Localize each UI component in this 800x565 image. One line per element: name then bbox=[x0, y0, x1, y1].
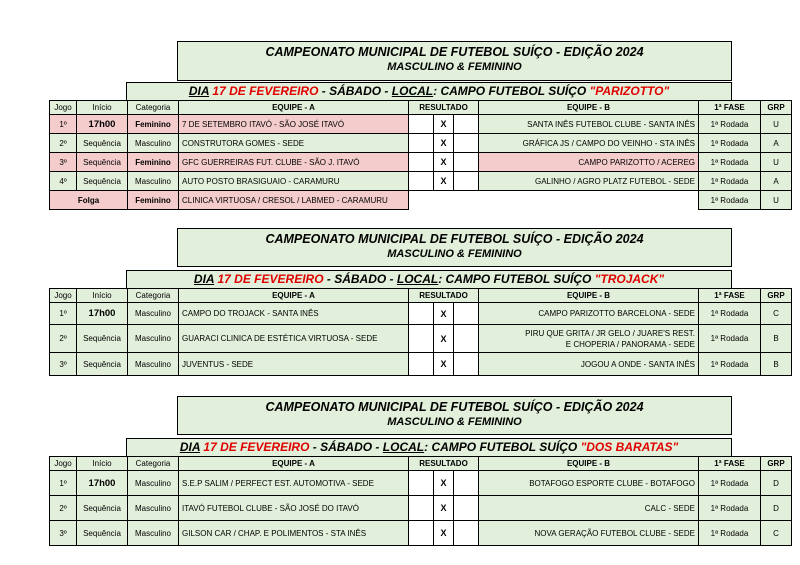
team-a-cell: AUTO POSTO BRASIGUAIO - CARAMURU bbox=[179, 172, 409, 191]
inicio-cell: Sequência bbox=[77, 325, 128, 353]
grp-cell: B bbox=[761, 325, 792, 353]
team-a-cell: CLINICA VIRTUOSA / CRESOL / LABMED - CARAMURU bbox=[179, 191, 409, 210]
local-label: LOCAL bbox=[396, 272, 439, 286]
block1-title bbox=[177, 41, 732, 81]
date-label: 17 DE FEVEREIRO bbox=[212, 84, 319, 98]
col-equipe-a: EQUIPE - A bbox=[179, 289, 409, 303]
block2-table bbox=[49, 288, 792, 376]
inicio-cell: 17h00 bbox=[77, 303, 128, 325]
grp-cell: B bbox=[761, 353, 792, 376]
grp-cell: U bbox=[761, 153, 792, 172]
score-a-cell[interactable] bbox=[409, 153, 434, 172]
team-a-cell: GILSON CAR / CHAP. E POLIMENTOS - STA INÊS bbox=[179, 521, 409, 546]
jogo-cell: 2º bbox=[50, 325, 77, 353]
table-row bbox=[50, 134, 792, 153]
versus-cell: X bbox=[434, 353, 454, 376]
team-b-line1: PIRU QUE GRITA / JR GELO / JUARE'S REST. bbox=[525, 328, 695, 338]
col-categoria: Categoria bbox=[128, 457, 179, 471]
col-resultado: RESULTADO bbox=[409, 289, 479, 303]
header-row bbox=[50, 289, 792, 303]
fase-cell: 1ª Rodada bbox=[699, 172, 761, 191]
venue-label: "TROJACK" bbox=[594, 272, 665, 286]
block2-day-bar bbox=[126, 270, 732, 288]
team-a-cell: 7 DE SETEMBRO ITAVÓ - SÃO JOSÉ ITAVÓ bbox=[179, 115, 409, 134]
score-a-cell[interactable] bbox=[409, 325, 434, 353]
block1-day-bar bbox=[126, 82, 732, 100]
col-inicio: Início bbox=[77, 289, 128, 303]
block3-day-bar bbox=[126, 438, 732, 456]
versus-cell: X bbox=[434, 325, 454, 353]
col-equipe-a: EQUIPE - A bbox=[179, 457, 409, 471]
block1-title-line2: MASCULINO & FEMININO bbox=[387, 61, 522, 73]
fase-cell: 1ª Rodada bbox=[699, 471, 761, 496]
team-b-cell: CAMPO PARIZOTTO / ACEREG bbox=[479, 153, 699, 172]
versus-cell: X bbox=[434, 115, 454, 134]
venue-label: "PARIZOTTO" bbox=[589, 84, 670, 98]
categoria-cell: Masculino bbox=[128, 172, 179, 191]
fase-cell: 1ª Rodada bbox=[699, 496, 761, 521]
score-b-cell[interactable] bbox=[454, 172, 479, 191]
col-equipe-b: EQUIPE - B bbox=[479, 289, 699, 303]
jogo-cell: 1º bbox=[50, 115, 77, 134]
team-b-line2: E CHOPERIA / PANORAMA - SEDE bbox=[565, 339, 695, 349]
col-fase: 1ª FASE bbox=[699, 101, 761, 115]
versus-cell: X bbox=[434, 471, 454, 496]
team-a-cell: CONSTRUTORA GOMES - SEDE bbox=[179, 134, 409, 153]
team-b-cell: NOVA GERAÇÃO FUTEBOL CLUBE - SEDE bbox=[479, 521, 699, 546]
block3-title-line1: CAMPEONATO MUNICIPAL DE FUTEBOL SUÍÇO - EDIÇÃO 2024 bbox=[265, 400, 644, 414]
team-b-cell: BOTAFOGO ESPORTE CLUBE - BOTAFOGO bbox=[479, 471, 699, 496]
block3-title bbox=[177, 396, 732, 435]
table-row bbox=[50, 471, 792, 496]
table-row bbox=[50, 172, 792, 191]
grp-cell: U bbox=[761, 115, 792, 134]
block2-title-line2: MASCULINO & FEMININO bbox=[387, 248, 522, 260]
categoria-cell: Feminino bbox=[128, 191, 179, 210]
fase-cell: 1ª Rodada bbox=[699, 134, 761, 153]
score-b-cell[interactable] bbox=[454, 153, 479, 172]
team-a-cell: GFC GUERREIRAS FUT. CLUBE - SÃO J. ITAVÓ bbox=[179, 153, 409, 172]
dia-label: DIA bbox=[188, 84, 210, 98]
categoria-cell: Feminino bbox=[128, 115, 179, 134]
table-row bbox=[50, 521, 792, 546]
col-resultado: RESULTADO bbox=[409, 101, 479, 115]
table-row bbox=[50, 496, 792, 521]
score-b-cell[interactable] bbox=[454, 303, 479, 325]
score-b-cell[interactable] bbox=[454, 496, 479, 521]
inicio-cell: Sequência bbox=[77, 521, 128, 546]
team-b-cell: GALINHO / AGRO PLATZ FUTEBOL - SEDE bbox=[479, 172, 699, 191]
block3-table bbox=[49, 456, 792, 546]
categoria-cell: Masculino bbox=[128, 471, 179, 496]
categoria-cell: Masculino bbox=[128, 303, 179, 325]
team-b-cell: JOGOU A ONDE - SANTA INÊS bbox=[479, 353, 699, 376]
team-a-cell: S.E.P SALIM / PERFECT EST. AUTOMOTIVA - SEDE bbox=[179, 471, 409, 496]
score-b-cell[interactable] bbox=[454, 325, 479, 353]
folga-row bbox=[50, 191, 792, 210]
categoria-cell: Masculino bbox=[128, 353, 179, 376]
team-b-cell: CAMPO PARIZOTTO BARCELONA - SEDE bbox=[479, 303, 699, 325]
col-jogo: Jogo bbox=[50, 457, 77, 471]
score-b-cell[interactable] bbox=[454, 134, 479, 153]
col-fase: 1ª FASE bbox=[699, 457, 761, 471]
table-row bbox=[50, 353, 792, 376]
local-label: LOCAL bbox=[382, 440, 425, 454]
versus-cell: X bbox=[434, 172, 454, 191]
team-a-cell: GUARACI CLINICA DE ESTÉTICA VIRTUOSA - SEDE bbox=[179, 325, 409, 353]
col-fase: 1ª FASE bbox=[699, 289, 761, 303]
col-equipe-b: EQUIPE - B bbox=[479, 101, 699, 115]
dia-label: DIA bbox=[179, 440, 201, 454]
table-row bbox=[50, 115, 792, 134]
col-grp: GRP bbox=[761, 289, 792, 303]
header-row bbox=[50, 101, 792, 115]
col-categoria: Categoria bbox=[128, 101, 179, 115]
block1-title-line1: CAMPEONATO MUNICIPAL DE FUTEBOL SUÍÇO - EDIÇÃO 2024 bbox=[265, 45, 644, 59]
team-b-cell: GRÁFICA JS / CAMPO DO VEINHO - STA INÊS bbox=[479, 134, 699, 153]
score-a-cell[interactable] bbox=[409, 303, 434, 325]
team-b-cell: CALC - SEDE bbox=[479, 496, 699, 521]
score-b-cell[interactable] bbox=[454, 353, 479, 376]
fase-cell: 1ª Rodada bbox=[699, 325, 761, 353]
versus-cell: X bbox=[434, 134, 454, 153]
inicio-cell: Sequência bbox=[77, 134, 128, 153]
block2-title bbox=[177, 228, 732, 267]
categoria-cell: Feminino bbox=[128, 153, 179, 172]
campo-label: : CAMPO FUTEBOL SUÍÇO bbox=[438, 272, 592, 286]
versus-cell: X bbox=[434, 496, 454, 521]
team-a-cell: JUVENTUS - SEDE bbox=[179, 353, 409, 376]
grp-cell: A bbox=[761, 134, 792, 153]
dia-label: DIA bbox=[193, 272, 215, 286]
col-inicio: Início bbox=[77, 457, 128, 471]
fase-cell: 1ª Rodada bbox=[699, 521, 761, 546]
team-a-cell: CAMPO DO TROJACK - SANTA INÊS bbox=[179, 303, 409, 325]
table-row bbox=[50, 325, 792, 353]
block2-title-line1: CAMPEONATO MUNICIPAL DE FUTEBOL SUÍÇO - EDIÇÃO 2024 bbox=[265, 232, 644, 246]
col-resultado: RESULTADO bbox=[409, 457, 479, 471]
team-b-cell: SANTA INÊS FUTEBOL CLUBE - SANTA INÊS bbox=[479, 115, 699, 134]
score-a-cell[interactable] bbox=[409, 134, 434, 153]
categoria-cell: Masculino bbox=[128, 325, 179, 353]
table-row bbox=[50, 303, 792, 325]
fase-cell: 1ª Rodada bbox=[699, 353, 761, 376]
fase-cell: 1ª Rodada bbox=[699, 115, 761, 134]
score-a-cell[interactable] bbox=[409, 521, 434, 546]
versus-cell: X bbox=[434, 521, 454, 546]
score-a-cell[interactable] bbox=[409, 353, 434, 376]
block3-title-line2: MASCULINO & FEMININO bbox=[387, 416, 522, 428]
col-grp: GRP bbox=[761, 457, 792, 471]
grp-cell: D bbox=[761, 496, 792, 521]
fase-cell: 1ª Rodada bbox=[699, 303, 761, 325]
jogo-cell: 1º bbox=[50, 303, 77, 325]
score-a-cell[interactable] bbox=[409, 471, 434, 496]
score-b-cell[interactable] bbox=[454, 471, 479, 496]
inicio-cell: Sequência bbox=[77, 172, 128, 191]
col-categoria: Categoria bbox=[128, 289, 179, 303]
folga-label: Folga bbox=[50, 191, 128, 210]
col-equipe-b: EQUIPE - B bbox=[479, 457, 699, 471]
col-jogo: Jogo bbox=[50, 289, 77, 303]
weekday-label: - SÁBADO - bbox=[321, 84, 389, 98]
campo-label: : CAMPO FUTEBOL SUÍÇO bbox=[433, 84, 587, 98]
fase-cell: 1ª Rodada bbox=[699, 191, 761, 210]
jogo-cell: 2º bbox=[50, 134, 77, 153]
categoria-cell: Masculino bbox=[128, 496, 179, 521]
weekday-label: - SÁBADO - bbox=[326, 272, 394, 286]
weekday-label: - SÁBADO - bbox=[312, 440, 380, 454]
empty-cell bbox=[409, 191, 699, 210]
col-equipe-a: EQUIPE - A bbox=[179, 101, 409, 115]
versus-cell: X bbox=[434, 303, 454, 325]
versus-cell: X bbox=[434, 153, 454, 172]
col-inicio: Início bbox=[77, 101, 128, 115]
score-a-cell[interactable] bbox=[409, 115, 434, 134]
block1-table bbox=[49, 100, 792, 210]
team-b-cell bbox=[479, 325, 699, 353]
score-a-cell[interactable] bbox=[409, 496, 434, 521]
header-row bbox=[50, 457, 792, 471]
inicio-cell: Sequência bbox=[77, 153, 128, 172]
jogo-cell: 3º bbox=[50, 153, 77, 172]
campo-label: : CAMPO FUTEBOL SUÍÇO bbox=[424, 440, 578, 454]
jogo-cell: 3º bbox=[50, 521, 77, 546]
jogo-cell: 3º bbox=[50, 353, 77, 376]
date-label: 17 DE FEVEREIRO bbox=[217, 272, 324, 286]
jogo-cell: 4º bbox=[50, 172, 77, 191]
local-label: LOCAL bbox=[391, 84, 434, 98]
score-b-cell[interactable] bbox=[454, 521, 479, 546]
categoria-cell: Masculino bbox=[128, 521, 179, 546]
date-label: 17 DE FEVEREIRO bbox=[203, 440, 310, 454]
categoria-cell: Masculino bbox=[128, 134, 179, 153]
inicio-cell: 17h00 bbox=[77, 115, 128, 134]
venue-label: "DOS BARATAS" bbox=[580, 440, 679, 454]
col-grp: GRP bbox=[761, 101, 792, 115]
inicio-cell: Sequência bbox=[77, 353, 128, 376]
grp-cell: U bbox=[761, 191, 792, 210]
grp-cell: C bbox=[761, 521, 792, 546]
inicio-cell: 17h00 bbox=[77, 471, 128, 496]
col-jogo: Jogo bbox=[50, 101, 77, 115]
score-b-cell[interactable] bbox=[454, 115, 479, 134]
team-a-cell: ITAVÓ FUTEBOL CLUBE - SÃO JOSÉ DO ITAVÓ bbox=[179, 496, 409, 521]
jogo-cell: 1º bbox=[50, 471, 77, 496]
table-row bbox=[50, 153, 792, 172]
grp-cell: D bbox=[761, 471, 792, 496]
score-a-cell[interactable] bbox=[409, 172, 434, 191]
grp-cell: C bbox=[761, 303, 792, 325]
grp-cell: A bbox=[761, 172, 792, 191]
jogo-cell: 2º bbox=[50, 496, 77, 521]
fase-cell: 1ª Rodada bbox=[699, 153, 761, 172]
inicio-cell: Sequência bbox=[77, 496, 128, 521]
